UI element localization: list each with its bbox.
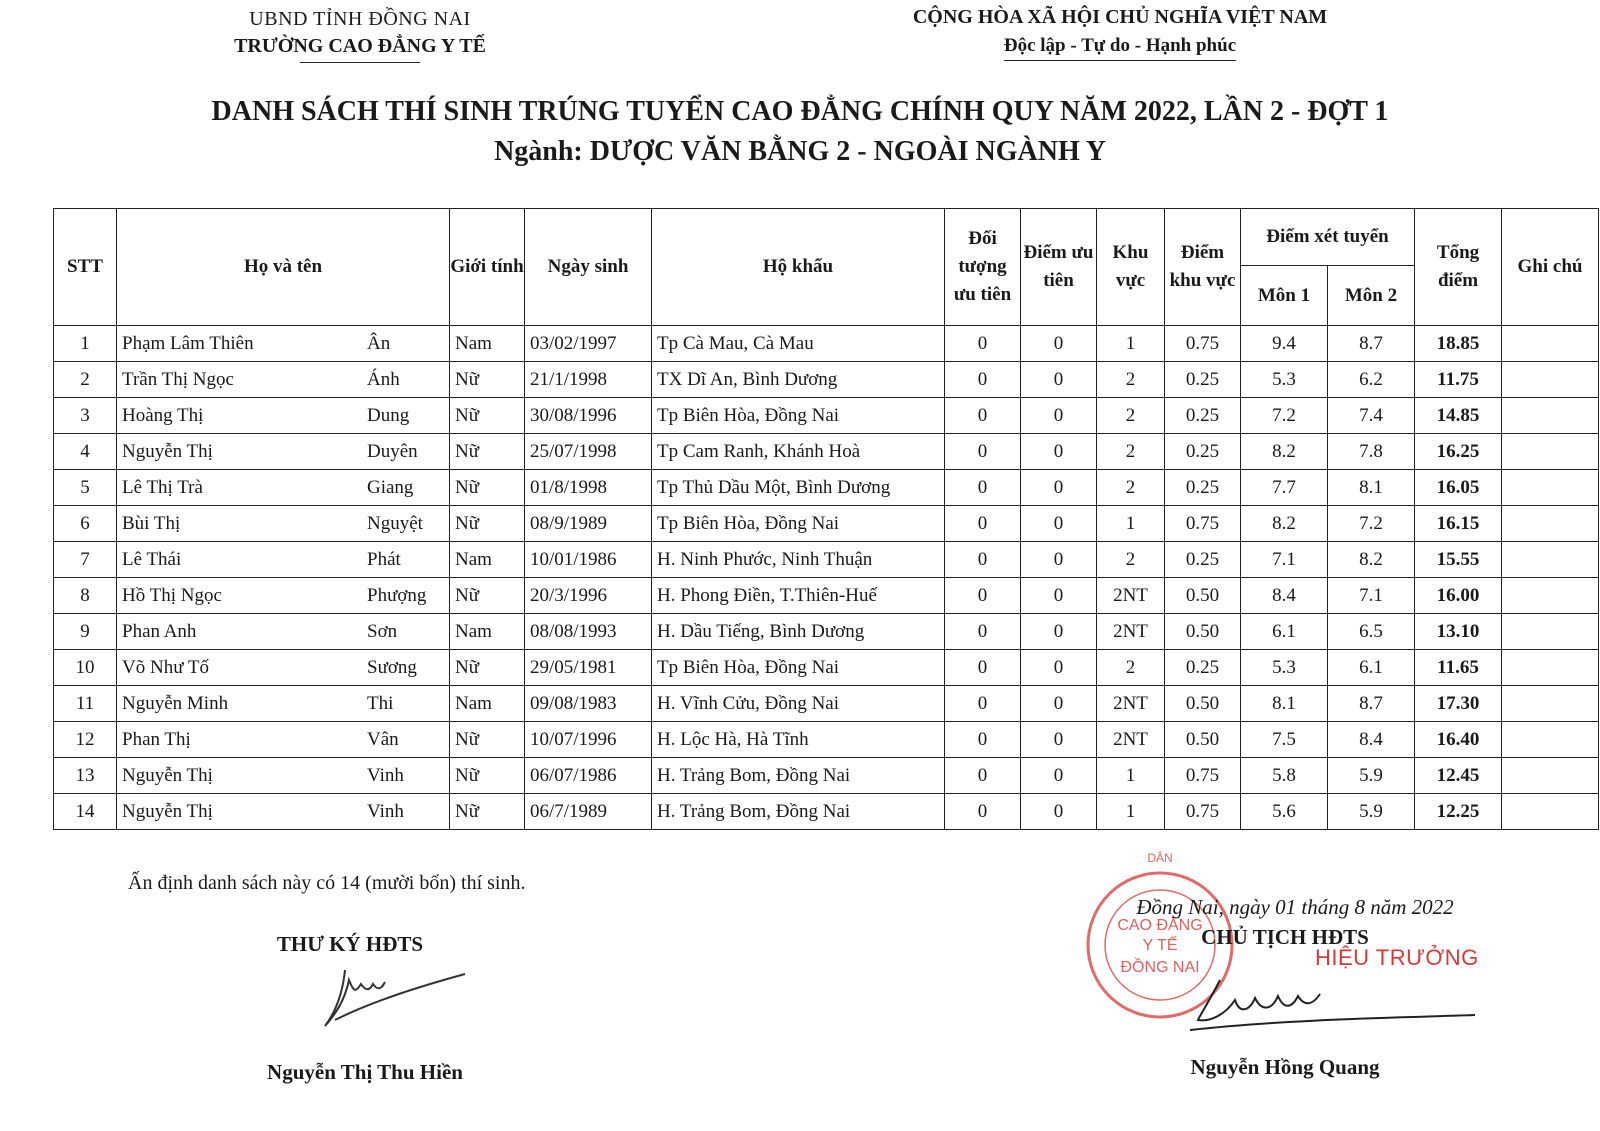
cell-region: 1 <box>1097 794 1165 830</box>
seal-top-text: DÂN <box>1147 851 1173 865</box>
cell-name <box>117 578 450 614</box>
table-row <box>54 578 1599 614</box>
cell-subject2: 7.1 <box>1328 578 1415 614</box>
cell-address: Tp Biên Hòa, Đồng Nai <box>652 506 945 542</box>
issuer-authority: UBND TỈNH ĐỒNG NAI <box>249 8 471 30</box>
table-row <box>54 470 1599 506</box>
cell-subject2: 5.9 <box>1328 794 1415 830</box>
family-name: Hồ Thị Ngọc <box>122 585 222 606</box>
cell-address: TX Dĩ An, Bình Dương <box>652 362 945 398</box>
cell-stt: 10 <box>54 650 117 686</box>
given-name: Giang <box>367 477 414 498</box>
header-region: Khu vực <box>1097 209 1165 326</box>
given-name: Dung <box>367 405 410 426</box>
cell-region-points: 0.50 <box>1165 722 1241 758</box>
document-title-line1: DANH SÁCH THÍ SINH TRÚNG TUYỂN CAO ĐẲNG CHÍNH QUY NĂM 2022, LẦN 2 - ĐỢT 1 <box>211 96 1389 127</box>
cell-dob: 08/9/1989 <box>525 506 652 542</box>
rector-stamp: HIỆU TRƯỞNG <box>1315 945 1479 970</box>
cell-region: 2NT <box>1097 578 1165 614</box>
table-row <box>54 326 1599 362</box>
table-row <box>54 362 1599 398</box>
cell-subject1: 5.8 <box>1241 758 1328 794</box>
cell-region: 1 <box>1097 326 1165 362</box>
family-name: Phan Anh <box>122 621 197 642</box>
cell-stt: 13 <box>54 758 117 794</box>
cell-gender: Nữ <box>450 578 525 614</box>
issuer-header <box>200 8 520 63</box>
cell-stt: 1 <box>54 326 117 362</box>
cell-name <box>117 614 450 650</box>
cell-priority-group: 0 <box>945 326 1021 362</box>
cell-address: H. Lộc Hà, Hà Tĩnh <box>652 722 945 758</box>
cell-priority-points: 0 <box>1021 362 1097 398</box>
cell-stt: 14 <box>54 794 117 830</box>
cell-note <box>1502 686 1599 722</box>
cell-total: 16.05 <box>1415 470 1502 506</box>
header-subject1: Môn 1 <box>1241 266 1328 326</box>
cell-region-points: 0.25 <box>1165 362 1241 398</box>
family-name: Lê Thị Trà <box>122 477 203 498</box>
cell-subject1: 7.2 <box>1241 398 1328 434</box>
cell-region-points: 0.50 <box>1165 614 1241 650</box>
cell-address: H. Dầu Tiếng, Bình Dương <box>652 614 945 650</box>
cell-name <box>117 542 450 578</box>
cell-stt: 11 <box>54 686 117 722</box>
cell-note <box>1502 398 1599 434</box>
given-name: Vinh <box>367 765 404 786</box>
cell-subject2: 8.7 <box>1328 326 1415 362</box>
cell-priority-group: 0 <box>945 578 1021 614</box>
table-row <box>54 542 1599 578</box>
cell-priority-points: 0 <box>1021 506 1097 542</box>
cell-note <box>1502 434 1599 470</box>
cell-region: 1 <box>1097 506 1165 542</box>
cell-gender: Nam <box>450 542 525 578</box>
cell-note <box>1502 506 1599 542</box>
cell-dob: 20/3/1996 <box>525 578 652 614</box>
header-priority-group: Đối tượng ưu tiên <box>945 209 1021 326</box>
cell-address: Tp Biên Hòa, Đồng Nai <box>652 650 945 686</box>
table-row <box>54 758 1599 794</box>
cell-region: 2NT <box>1097 614 1165 650</box>
cell-region-points: 0.75 <box>1165 794 1241 830</box>
national-header <box>860 6 1380 61</box>
given-name: Duyên <box>367 441 418 462</box>
cell-address: Tp Cam Ranh, Khánh Hoà <box>652 434 945 470</box>
cell-total: 11.65 <box>1415 650 1502 686</box>
cell-subject2: 8.7 <box>1328 686 1415 722</box>
cell-priority-points: 0 <box>1021 578 1097 614</box>
family-name: Bùi Thị <box>122 513 181 534</box>
family-name: Nguyễn Thị <box>122 801 213 822</box>
cell-region: 1 <box>1097 758 1165 794</box>
cell-subject1: 7.5 <box>1241 722 1328 758</box>
cell-dob: 09/08/1983 <box>525 686 652 722</box>
issuer-underline <box>300 62 420 63</box>
family-name: Nguyễn Thị <box>122 441 213 462</box>
cell-address: H. Phong Điền, T.Thiên-Huế <box>652 578 945 614</box>
cell-subject1: 7.1 <box>1241 542 1328 578</box>
family-name: Lê Thái <box>122 549 182 570</box>
cell-address: H. Trảng Bom, Đồng Nai <box>652 758 945 794</box>
cell-priority-group: 0 <box>945 434 1021 470</box>
cell-stt: 2 <box>54 362 117 398</box>
cell-note <box>1502 362 1599 398</box>
cell-total: 13.10 <box>1415 614 1502 650</box>
cell-region-points: 0.25 <box>1165 470 1241 506</box>
table-row <box>54 398 1599 434</box>
cell-priority-points: 0 <box>1021 434 1097 470</box>
cell-priority-group: 0 <box>945 758 1021 794</box>
header-admission-scores: Điểm xét tuyển <box>1241 209 1415 266</box>
family-name: Nguyễn Thị <box>122 765 213 786</box>
cell-gender: Nam <box>450 326 525 362</box>
given-name: Sơn <box>367 621 398 642</box>
cell-priority-group: 0 <box>945 398 1021 434</box>
cell-region-points: 0.50 <box>1165 578 1241 614</box>
cell-subject2: 7.2 <box>1328 506 1415 542</box>
table-row <box>54 614 1599 650</box>
cell-note <box>1502 758 1599 794</box>
secretary-name: Nguyễn Thị Thu Hiền <box>267 1060 463 1084</box>
cell-dob: 30/08/1996 <box>525 398 652 434</box>
cell-dob: 03/02/1997 <box>525 326 652 362</box>
cell-subject1: 9.4 <box>1241 326 1328 362</box>
cell-total: 16.40 <box>1415 722 1502 758</box>
table-row <box>54 794 1599 830</box>
chair-signature <box>1180 960 1480 1040</box>
cell-address: Tp Biên Hòa, Đồng Nai <box>652 398 945 434</box>
table-row <box>54 650 1599 686</box>
given-name: Nguyệt <box>367 513 423 534</box>
cell-dob: 25/07/1998 <box>525 434 652 470</box>
cell-note <box>1502 650 1599 686</box>
cell-total: 18.85 <box>1415 326 1502 362</box>
cell-name <box>117 758 450 794</box>
cell-region-points: 0.25 <box>1165 434 1241 470</box>
cell-note <box>1502 794 1599 830</box>
cell-name <box>117 794 450 830</box>
cell-subject2: 8.1 <box>1328 470 1415 506</box>
cell-name <box>117 722 450 758</box>
cell-stt: 7 <box>54 542 117 578</box>
cell-priority-points: 0 <box>1021 542 1097 578</box>
cell-address: H. Ninh Phước, Ninh Thuận <box>652 542 945 578</box>
cell-subject2: 6.2 <box>1328 362 1415 398</box>
cell-gender: Nữ <box>450 434 525 470</box>
cell-gender: Nữ <box>450 722 525 758</box>
cell-subject2: 6.1 <box>1328 650 1415 686</box>
cell-subject2: 7.8 <box>1328 434 1415 470</box>
cell-total: 12.25 <box>1415 794 1502 830</box>
cell-subject2: 6.5 <box>1328 614 1415 650</box>
cell-subject1: 5.3 <box>1241 362 1328 398</box>
cell-stt: 8 <box>54 578 117 614</box>
cell-priority-points: 0 <box>1021 758 1097 794</box>
cell-region-points: 0.75 <box>1165 326 1241 362</box>
cell-stt: 9 <box>54 614 117 650</box>
cell-total: 17.30 <box>1415 686 1502 722</box>
cell-note <box>1502 326 1599 362</box>
table-row <box>54 722 1599 758</box>
cell-priority-group: 0 <box>945 650 1021 686</box>
chair-title: CHỦ TỊCH HĐTS <box>1201 925 1369 949</box>
cell-priority-points: 0 <box>1021 794 1097 830</box>
header-stt: STT <box>54 209 117 326</box>
cell-subject1: 7.7 <box>1241 470 1328 506</box>
cell-dob: 06/07/1986 <box>525 758 652 794</box>
cell-dob: 06/7/1989 <box>525 794 652 830</box>
header-name: Họ và tên <box>117 209 450 326</box>
header-priority-points: Điểm ưu tiên <box>1021 209 1097 326</box>
cell-name <box>117 326 450 362</box>
family-name: Phan Thị <box>122 729 191 750</box>
given-name: Phát <box>367 549 401 570</box>
cell-priority-points: 0 <box>1021 398 1097 434</box>
cell-region: 2NT <box>1097 686 1165 722</box>
cell-address: Tp Thủ Dầu Một, Bình Dương <box>652 470 945 506</box>
cell-stt: 6 <box>54 506 117 542</box>
cell-region: 2 <box>1097 434 1165 470</box>
cell-region: 2 <box>1097 542 1165 578</box>
cell-priority-group: 0 <box>945 506 1021 542</box>
cell-gender: Nữ <box>450 794 525 830</box>
cell-region: 2 <box>1097 650 1165 686</box>
cell-region-points: 0.25 <box>1165 542 1241 578</box>
cell-gender: Nữ <box>450 506 525 542</box>
cell-subject2: 5.9 <box>1328 758 1415 794</box>
admission-table <box>53 208 1599 830</box>
cell-region-points: 0.75 <box>1165 506 1241 542</box>
cell-subject1: 8.2 <box>1241 434 1328 470</box>
cell-priority-group: 0 <box>945 542 1021 578</box>
cell-stt: 4 <box>54 434 117 470</box>
national-title: CỘNG HÒA XÃ HỘI CHỦ NGHĨA VIỆT NAM <box>912 6 1328 28</box>
cell-address: Tp Cà Mau, Cà Mau <box>652 326 945 362</box>
cell-note <box>1502 578 1599 614</box>
given-name: Vinh <box>367 801 404 822</box>
cell-note <box>1502 722 1599 758</box>
cell-stt: 12 <box>54 722 117 758</box>
header-gender: Giới tính <box>450 209 525 326</box>
family-name: Võ Như Tố <box>122 657 210 678</box>
cell-note <box>1502 470 1599 506</box>
cell-region: 2 <box>1097 470 1165 506</box>
cell-name <box>117 398 450 434</box>
cell-name <box>117 362 450 398</box>
table-row <box>54 506 1599 542</box>
cell-region-points: 0.25 <box>1165 398 1241 434</box>
header-total: Tổng điểm <box>1415 209 1502 326</box>
cell-gender: Nam <box>450 614 525 650</box>
given-name: Vân <box>367 729 399 750</box>
header-dob: Ngày sinh <box>525 209 652 326</box>
cell-total: 11.75 <box>1415 362 1502 398</box>
cell-name <box>117 470 450 506</box>
cell-subject1: 8.1 <box>1241 686 1328 722</box>
cell-dob: 21/1/1998 <box>525 362 652 398</box>
given-name: Ánh <box>367 369 400 390</box>
cell-subject2: 8.2 <box>1328 542 1415 578</box>
cell-priority-points: 0 <box>1021 614 1097 650</box>
seal-line3: ĐỒNG NAI <box>1120 959 1200 976</box>
cell-subject1: 8.4 <box>1241 578 1328 614</box>
cell-priority-group: 0 <box>945 794 1021 830</box>
cell-subject2: 7.4 <box>1328 398 1415 434</box>
cell-priority-group: 0 <box>945 686 1021 722</box>
given-name: Thi <box>367 693 394 714</box>
cell-subject1: 6.1 <box>1241 614 1328 650</box>
cell-region: 2 <box>1097 398 1165 434</box>
cell-priority-group: 0 <box>945 362 1021 398</box>
cell-dob: 01/8/1998 <box>525 470 652 506</box>
cell-total: 16.00 <box>1415 578 1502 614</box>
cell-subject1: 5.6 <box>1241 794 1328 830</box>
count-note: Ấn định danh sách này có 14 (mười bốn) thí sinh. <box>128 872 526 894</box>
cell-name <box>117 434 450 470</box>
cell-address: H. Trảng Bom, Đồng Nai <box>652 794 945 830</box>
header-subject2: Môn 2 <box>1328 266 1415 326</box>
chair-name: Nguyễn Hồng Quang <box>1190 1055 1380 1079</box>
issuer-school: TRƯỜNG CAO ĐẲNG Y TẾ <box>234 35 486 57</box>
seal-line1: CAO ĐẲNG <box>1117 917 1203 934</box>
cell-priority-points: 0 <box>1021 686 1097 722</box>
cell-stt: 5 <box>54 470 117 506</box>
cell-priority-points: 0 <box>1021 722 1097 758</box>
cell-region: 2NT <box>1097 722 1165 758</box>
cell-dob: 10/01/1986 <box>525 542 652 578</box>
cell-region: 2 <box>1097 362 1165 398</box>
cell-total: 15.55 <box>1415 542 1502 578</box>
given-name: Phượng <box>367 585 427 606</box>
secretary-signature <box>315 960 475 1040</box>
secretary-title: THƯ KÝ HĐTS <box>276 932 424 956</box>
cell-stt: 3 <box>54 398 117 434</box>
header-region-points: Điểm khu vực <box>1165 209 1241 326</box>
cell-name <box>117 686 450 722</box>
cell-dob: 29/05/1981 <box>525 650 652 686</box>
header-address: Hộ khẩu <box>652 209 945 326</box>
cell-name <box>117 650 450 686</box>
cell-gender: Nữ <box>450 650 525 686</box>
cell-note <box>1502 614 1599 650</box>
family-name: Trần Thị Ngọc <box>122 369 234 390</box>
cell-priority-group: 0 <box>945 470 1021 506</box>
cell-region-points: 0.50 <box>1165 686 1241 722</box>
cell-note <box>1502 542 1599 578</box>
given-name: Sương <box>367 657 417 678</box>
cell-subject1: 8.2 <box>1241 506 1328 542</box>
cell-dob: 08/08/1993 <box>525 614 652 650</box>
cell-priority-group: 0 <box>945 722 1021 758</box>
cell-gender: Nữ <box>450 470 525 506</box>
seal-line2: Y TẾ <box>1142 937 1178 954</box>
cell-name <box>117 506 450 542</box>
given-name: Ân <box>367 333 391 354</box>
cell-subject2: 8.4 <box>1328 722 1415 758</box>
document-title-line2: Ngành: DƯỢC VĂN BẰNG 2 - NGOÀI NGÀNH Y <box>494 136 1106 167</box>
cell-priority-group: 0 <box>945 614 1021 650</box>
document-title <box>0 92 1600 172</box>
cell-priority-points: 0 <box>1021 326 1097 362</box>
cell-address: H. Vĩnh Cửu, Đồng Nai <box>652 686 945 722</box>
cell-region-points: 0.25 <box>1165 650 1241 686</box>
cell-total: 14.85 <box>1415 398 1502 434</box>
table-row <box>54 434 1599 470</box>
family-name: Hoàng Thị <box>122 405 204 426</box>
cell-total: 16.25 <box>1415 434 1502 470</box>
cell-dob: 10/07/1996 <box>525 722 652 758</box>
cell-gender: Nữ <box>450 398 525 434</box>
cell-total: 12.45 <box>1415 758 1502 794</box>
table-row <box>54 686 1599 722</box>
cell-gender: Nữ <box>450 362 525 398</box>
cell-gender: Nam <box>450 686 525 722</box>
family-name: Phạm Lâm Thiên <box>122 333 254 354</box>
header-note: Ghi chú <box>1502 209 1599 326</box>
cell-subject1: 5.3 <box>1241 650 1328 686</box>
family-name: Nguyễn Minh <box>122 693 229 714</box>
signing-date: Đồng Nai, ngày 01 tháng 8 năm 2022 <box>1136 895 1454 919</box>
cell-priority-points: 0 <box>1021 470 1097 506</box>
cell-region-points: 0.75 <box>1165 758 1241 794</box>
cell-priority-points: 0 <box>1021 650 1097 686</box>
national-motto: Độc lập - Tự do - Hạnh phúc <box>1004 35 1236 61</box>
cell-gender: Nữ <box>450 758 525 794</box>
cell-total: 16.15 <box>1415 506 1502 542</box>
